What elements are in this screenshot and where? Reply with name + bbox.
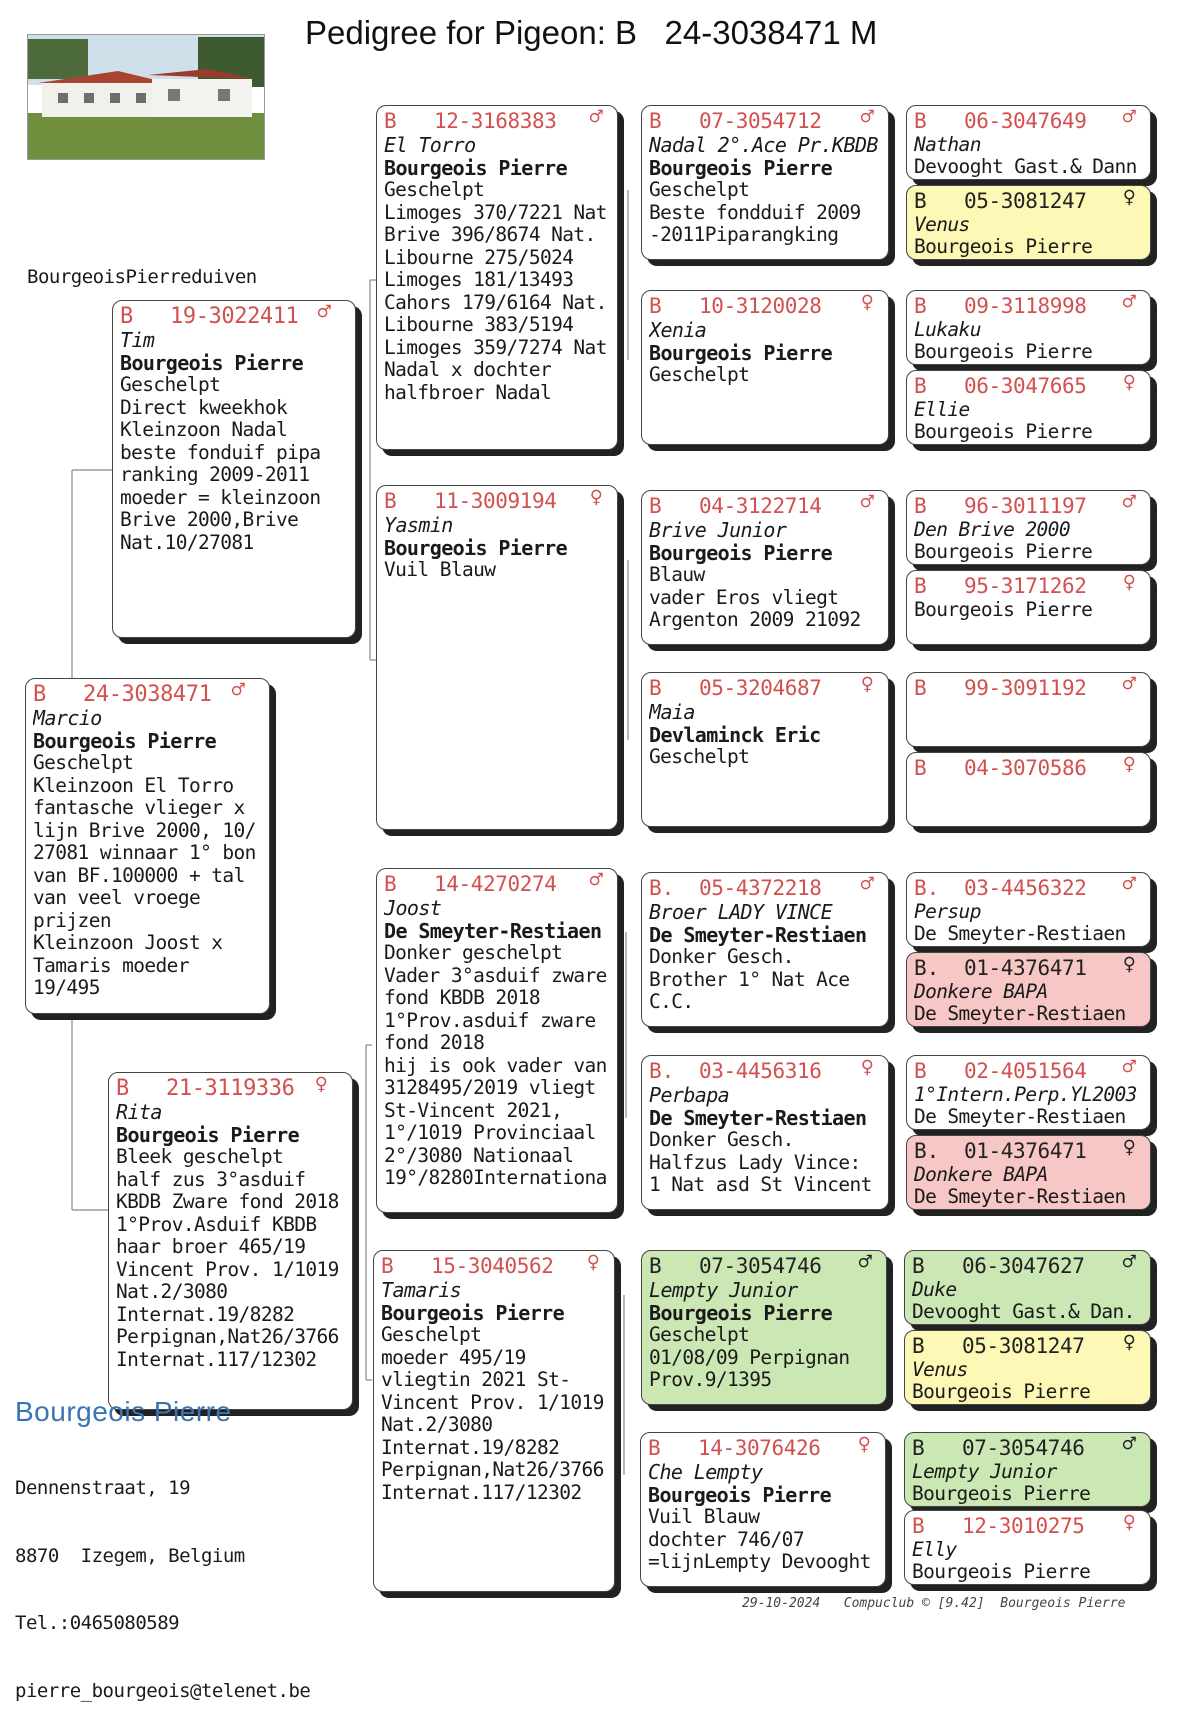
note-line: Argenton 2009 21092: [649, 609, 861, 631]
female-icon: ♀: [860, 290, 874, 315]
note-line: vliegtin 2021 St-: [381, 1369, 571, 1391]
pigeon-card-dds[interactable]: [641, 1250, 887, 1405]
country-code: B: [912, 1514, 925, 1538]
note-line: hij is ook vader van: [384, 1054, 607, 1077]
country-code: B: [912, 1254, 925, 1278]
male-icon: ♂: [1122, 1250, 1136, 1275]
pigeon-card-dam-dam[interactable]: [373, 1250, 615, 1592]
pigeon-card-ssss[interactable]: [906, 105, 1151, 180]
note-line: Geschelpt: [649, 364, 750, 386]
owner-name: Bourgeois Pierre: [649, 541, 833, 564]
male-icon: ♂: [1122, 1055, 1136, 1080]
country-code: B: [914, 494, 927, 518]
phone-line: Tel.:0465080589: [15, 1612, 180, 1634]
female-icon: ♀: [860, 672, 874, 697]
female-icon: ♀: [314, 1072, 328, 1097]
ring-number: 07-3054746: [699, 1254, 822, 1278]
note-line: 1°Prov.asduif zware: [384, 1009, 596, 1032]
pigeon-name: Rita: [116, 1101, 162, 1124]
note-line: Direct kweekhok: [120, 396, 288, 419]
owner-name: Bourgeois Pierre: [649, 1301, 833, 1324]
owner-name: Devlaminck Eric: [649, 723, 821, 746]
note-line: Perpignan,Nat26/3766: [116, 1326, 339, 1348]
note-line: Nat.2/3080: [381, 1414, 493, 1436]
breeder-address: [15, 1432, 310, 1725]
ring-number: 10-3120028: [699, 294, 822, 318]
country-code: B: [120, 304, 134, 329]
note-line: 1°Prov.Asduif KBDB: [116, 1213, 317, 1236]
pigeon-card-sdsd[interactable]: [906, 570, 1151, 645]
note-line: Geschelpt: [384, 179, 485, 201]
note-line: Geschelpt: [381, 1324, 482, 1346]
ring-number: 14-3076426: [698, 1436, 821, 1460]
pigeon-card-sdds[interactable]: [906, 672, 1151, 747]
ring-number: 03-4456316: [699, 1059, 822, 1083]
country-code: B.: [914, 876, 940, 900]
female-icon: ♀: [1122, 1135, 1136, 1160]
country-code: B: [384, 489, 397, 513]
pigeon-name: Marcio: [33, 707, 102, 730]
email-line[interactable]: pierre_bourgeois@telenet.be: [15, 1679, 311, 1702]
country-code: B.: [914, 956, 940, 980]
female-icon: ♀: [589, 485, 603, 510]
pigeon-card-sire-dam[interactable]: [376, 485, 618, 830]
country-code: B: [649, 109, 662, 133]
note-line: Limoges 181/13493: [384, 269, 574, 291]
note-line: fantasche vlieger x: [33, 797, 245, 819]
note-line: van veel vroege: [33, 887, 201, 909]
female-icon: ♀: [857, 1432, 871, 1457]
pigeon-name: Perbapa: [649, 1084, 730, 1107]
pigeon-name: Xenia: [649, 319, 707, 342]
ring-number: 11-3009194: [434, 489, 557, 513]
pigeon-name: Yasmin: [384, 514, 453, 537]
ring-number: 12-3010275: [962, 1514, 1085, 1538]
note-line: Prov.9/1395: [649, 1369, 772, 1391]
note-line: Geschelpt: [649, 1324, 750, 1346]
ring-number: 96-3011197: [964, 494, 1087, 518]
loft-photo: [27, 34, 265, 160]
note-line: Donker geschelpt: [384, 942, 563, 964]
breeder-name: Bourgeois Pierre: [15, 1396, 232, 1427]
note-line: Geschelpt: [649, 179, 750, 201]
male-icon: ♂: [317, 300, 331, 325]
note-line: vader Eros vliegt: [649, 586, 839, 609]
female-icon: ♀: [1122, 1330, 1136, 1355]
note-line: 27081 winnaar 1° bon: [33, 842, 256, 864]
pigeon-name: Venus: [914, 214, 970, 236]
country-code: B: [384, 872, 397, 896]
owner-name: De Smeyter-Restiaen: [384, 919, 602, 942]
country-code: B: [914, 294, 927, 318]
pigeon-name: Tamaris: [381, 1279, 462, 1302]
note-line: Internat.19/8282: [116, 1303, 295, 1326]
owner-name: Bourgeois Pierre: [914, 235, 1093, 257]
pigeon-name: Nathan: [914, 134, 981, 156]
owner-name: De Smeyter-Restiaen: [649, 923, 867, 946]
country-code: B: [649, 294, 662, 318]
ring-number: 99-3091192: [964, 676, 1087, 700]
owner-name: Bourgeois Pierre: [914, 599, 1093, 621]
note-line: 1 Nat asd St Vincent: [649, 1174, 872, 1196]
country-code: B: [914, 1059, 927, 1083]
country-code: B: [648, 1436, 661, 1460]
country-code: B: [384, 109, 397, 133]
pigeon-card-sds[interactable]: [641, 490, 889, 645]
owner-name: Bourgeois Pierre: [33, 729, 217, 752]
note-line: Brive 396/8674 Nat.: [384, 224, 596, 246]
ring-number: 05-3204687: [699, 676, 822, 700]
note-line: Vincent Prov. 1/1019: [381, 1391, 604, 1414]
country-code: B: [912, 1334, 925, 1358]
female-icon: ♀: [1122, 952, 1136, 977]
ring-number: 07-3054712: [699, 109, 822, 133]
note-line: Beste fondduif 2009: [649, 201, 861, 224]
note-line: Donker Gesch.: [649, 1129, 794, 1151]
pigeon-card-dddd[interactable]: [904, 1510, 1151, 1585]
note-line: Internat.117/12302: [116, 1348, 317, 1371]
note-line: Geschelpt: [120, 374, 221, 396]
note-line: Halfzus Lady Vince:: [649, 1151, 861, 1174]
note-line: Kleinzoon Joost x: [33, 932, 223, 954]
note-line: -2011Piparangking: [649, 224, 839, 246]
ring-number: 06-3047649: [964, 109, 1087, 133]
owner-name: Bourgeois Pierre: [912, 1560, 1091, 1582]
owner-name: Bourgeois Pierre: [649, 156, 833, 179]
note-line: Nat.10/27081: [120, 531, 254, 554]
country-code: B: [914, 676, 927, 700]
note-line: Internat.19/8282: [381, 1436, 560, 1459]
note-line: 01/08/09 Perpignan: [649, 1346, 850, 1369]
note-line: 2°/3080 Nationaal: [384, 1144, 574, 1167]
ring-number: 12-3168383: [434, 109, 557, 133]
country-code: B: [33, 682, 47, 707]
pigeon-card-ssds[interactable]: [906, 290, 1151, 365]
owner-name: Bourgeois Pierre: [914, 420, 1093, 442]
pigeon-card-ddds[interactable]: [904, 1432, 1151, 1507]
ring-number: 07-3054746: [962, 1436, 1085, 1460]
pigeon-name: Broer LADY VINCE: [649, 901, 833, 924]
note-line: Tamaris moeder: [33, 954, 189, 977]
ring-number: 15-3040562: [431, 1254, 554, 1278]
pigeon-card-dam-sire[interactable]: [376, 868, 618, 1213]
male-icon: ♂: [1122, 290, 1136, 315]
male-icon: ♂: [1122, 872, 1136, 897]
pigeon-card-dam[interactable]: [108, 1072, 353, 1410]
owner-name: Bourgeois Pierre: [914, 540, 1093, 562]
note-line: Geschelpt: [33, 752, 134, 774]
pigeon-card-dsds[interactable]: [906, 1055, 1151, 1130]
note-line: Brive 2000,Brive: [120, 509, 299, 531]
owner-name: De Smeyter-Restiaen: [914, 922, 1126, 944]
pigeon-name: Elly: [912, 1539, 957, 1561]
male-icon: ♂: [231, 678, 245, 703]
loft-name: BourgeoisPierreduiven: [27, 266, 257, 288]
owner-name: Bourgeois Pierre: [912, 1380, 1091, 1402]
male-icon: ♂: [858, 1250, 872, 1275]
note-line: Bleek geschelpt: [116, 1146, 284, 1168]
owner-name: De Smeyter-Restiaen: [914, 1105, 1126, 1127]
note-line: prijzen: [33, 909, 111, 932]
note-line: beste fonduif pipa: [120, 441, 321, 464]
pigeon-card-ssdd[interactable]: [906, 370, 1151, 445]
note-line: Brother 1° Nat Ace: [649, 968, 850, 991]
ring-number: 04-3070586: [964, 756, 1087, 780]
note-line: KBDB Zware fond 2018: [116, 1191, 339, 1213]
ring-number: 03-4456322: [964, 876, 1087, 900]
note-line: 19/495: [33, 977, 100, 999]
note-line: haar broer 465/19: [116, 1236, 306, 1258]
page-title: Pedigree for Pigeon: B 24-3038471 M: [305, 14, 878, 51]
country-code: B: [914, 374, 927, 398]
note-line: Perpignan,Nat26/3766: [381, 1459, 604, 1481]
pigeon-card-ddsd[interactable]: [904, 1330, 1151, 1405]
male-icon: ♂: [1122, 105, 1136, 130]
note-line: fond 2018: [384, 1032, 485, 1054]
pigeon-card-ssd[interactable]: [641, 290, 889, 445]
ring-number: 04-3122714: [699, 494, 822, 518]
pigeon-name: Donkere BAPA: [914, 981, 1048, 1003]
note-line: Nat.2/3080: [116, 1281, 228, 1303]
pigeon-name: Den Brive 2000: [914, 519, 1070, 541]
owner-name: Bourgeois Pierre: [912, 1482, 1091, 1504]
female-icon: ♀: [1122, 752, 1136, 777]
country-code: B: [914, 574, 927, 598]
ring-number: 05-4372218: [699, 876, 822, 900]
ring-number: 95-3171262: [964, 574, 1087, 598]
note-line: Nadal x dochter: [384, 359, 552, 381]
country-code: B: [912, 1436, 925, 1460]
note-line: Donker Gesch.: [649, 946, 794, 968]
owner-name: Devooght Gast.& Dan.: [912, 1300, 1135, 1322]
note-line: Blauw: [649, 564, 705, 586]
note-line: dochter 746/07: [648, 1528, 804, 1551]
owner-name: De Smeyter-Restiaen: [914, 1002, 1126, 1024]
country-code: B: [914, 756, 927, 780]
note-line: fond KBDB 2018: [384, 987, 540, 1009]
pigeon-name: Lukaku: [914, 319, 981, 341]
female-icon: ♀: [860, 1055, 874, 1080]
country-code: B: [649, 1254, 662, 1278]
pigeon-name: Persup: [914, 901, 981, 923]
pigeon-name: Donkere BAPA: [914, 1164, 1048, 1186]
pigeon-name: Joost: [384, 897, 442, 920]
note-line: Libourne 383/5194: [384, 314, 574, 336]
female-icon: ♀: [1122, 570, 1136, 595]
pigeon-card-ddd[interactable]: [640, 1432, 886, 1587]
country-code: B.: [914, 1139, 940, 1163]
note-line: 1°/1019 Provinciaal: [384, 1122, 596, 1144]
pigeon-name: El Torro: [384, 134, 476, 157]
note-line: Limoges 359/7274 Nat: [384, 336, 607, 359]
note-line: moeder = kleinzoon: [120, 486, 321, 509]
owner-name: De Smeyter-Restiaen: [649, 1106, 867, 1129]
pigeon-card-dsd[interactable]: [641, 1055, 889, 1210]
pigeon-name: Venus: [912, 1359, 968, 1381]
pigeon-card-sss[interactable]: [641, 105, 889, 260]
pigeon-name: Maia: [649, 701, 695, 724]
male-icon: ♂: [860, 872, 874, 897]
pigeon-name: Brive Junior: [649, 519, 787, 542]
country-code: B: [649, 494, 662, 518]
owner-name: Bourgeois Pierre: [381, 1301, 565, 1324]
pigeon-card-ddss[interactable]: [904, 1250, 1151, 1325]
ring-number: 09-3118998: [964, 294, 1087, 318]
pigeon-name: Che Lempty: [648, 1461, 763, 1484]
female-icon: ♀: [586, 1250, 600, 1275]
note-line: halfbroer Nadal: [384, 381, 552, 404]
owner-name: Devooght Gast.& Dann: [914, 155, 1137, 177]
note-line: Vuil Blauw: [384, 559, 496, 581]
pigeon-name: Ellie: [914, 399, 970, 421]
note-line: van BF.100000 + tal: [33, 864, 245, 887]
note-line: Kleinzoon El Torro: [33, 774, 234, 797]
female-icon: ♀: [1122, 370, 1136, 395]
ring-number: 06-3047665: [964, 374, 1087, 398]
note-line: 19°/8280Internationa: [384, 1167, 607, 1189]
owner-name: Bourgeois Pierre: [384, 536, 568, 559]
owner-name: Bourgeois Pierre: [648, 1483, 832, 1506]
owner-name: Bourgeois Pierre: [649, 341, 833, 364]
pigeon-card-subject[interactable]: [25, 678, 270, 1014]
pigeon-card-sire-sire[interactable]: [376, 105, 618, 450]
owner-name: Bourgeois Pierre: [914, 340, 1093, 362]
note-line: Limoges 370/7221 Nat: [384, 201, 607, 224]
address-line: 8870 Izegem, Belgium: [15, 1544, 245, 1567]
note-line: half zus 3°asduif: [116, 1168, 306, 1191]
pigeon-card-dsss[interactable]: [906, 872, 1151, 947]
pigeon-card-dsdd[interactable]: [906, 1135, 1151, 1210]
note-line: moeder 495/19: [381, 1346, 526, 1369]
pigeon-card-sddd[interactable]: [906, 752, 1151, 827]
pigeon-card-sdd[interactable]: [641, 672, 889, 827]
female-icon: ♀: [1122, 1510, 1136, 1535]
pigeon-name: 1°Intern.Perp.YL2003: [914, 1084, 1137, 1106]
note-line: Libourne 275/5024: [384, 246, 574, 269]
note-line: lijn Brive 2000, 10/: [33, 819, 256, 842]
country-code: B.: [649, 876, 675, 900]
country-code: B: [116, 1076, 130, 1101]
pigeon-card-dss[interactable]: [641, 872, 889, 1027]
country-code: B: [914, 189, 927, 213]
note-line: Geschelpt: [649, 746, 750, 768]
note-line: C.C.: [649, 991, 694, 1013]
note-line: St-Vincent 2021,: [384, 1099, 563, 1122]
note-line: Vincent Prov. 1/1019: [116, 1258, 339, 1281]
note-line: Vuil Blauw: [648, 1506, 760, 1528]
note-line: Vader 3°asduif zware: [384, 964, 607, 987]
address-line: Dennenstraat, 19: [15, 1477, 191, 1499]
note-line: Kleinzoon Nadal: [120, 419, 288, 441]
pigeon-name: Nadal 2°.Ace Pr.KBDB: [649, 134, 878, 157]
male-icon: ♂: [1122, 1432, 1136, 1457]
ring-number: 06-3047627: [962, 1254, 1085, 1278]
ring-number: 01-4376471: [964, 1139, 1087, 1163]
note-line: Cahors 179/6164 Nat.: [384, 291, 607, 314]
pigeon-name: Duke: [912, 1279, 957, 1301]
male-icon: ♂: [1122, 672, 1136, 697]
note-line: =lijnLempty Devooght: [648, 1551, 871, 1573]
ring-number: 24-3038471: [83, 682, 212, 707]
owner-name: Bourgeois Pierre: [120, 351, 304, 374]
country-code: B: [649, 676, 662, 700]
ring-number: 19-3022411: [170, 304, 299, 329]
pigeon-card-sdss[interactable]: [906, 490, 1151, 565]
male-icon: ♂: [860, 490, 874, 515]
country-code: B.: [649, 1059, 675, 1083]
country-code: B: [914, 109, 927, 133]
ring-number: 14-4270274: [434, 872, 557, 896]
ring-number: 05-3081247: [962, 1334, 1085, 1358]
male-icon: ♂: [589, 105, 603, 130]
ring-number: 01-4376471: [964, 956, 1087, 980]
note-line: Internat.117/12302: [381, 1481, 582, 1504]
country-code: B: [381, 1254, 394, 1278]
pigeon-name: Tim: [120, 329, 155, 352]
pigeon-card-sssd[interactable]: [906, 185, 1151, 260]
print-footer: 29-10-2024 Compuclub © [9.42] Bourgeois Pierre: [742, 1596, 1126, 1611]
owner-name: De Smeyter-Restiaen: [914, 1185, 1126, 1207]
ring-number: 02-4051564: [964, 1059, 1087, 1083]
note-line: 3128495/2019 vliegt: [384, 1077, 596, 1099]
pigeon-name: Lempty Junior: [912, 1461, 1057, 1483]
male-icon: ♂: [589, 868, 603, 893]
owner-name: Bourgeois Pierre: [116, 1123, 300, 1146]
pigeon-name: Lempty Junior: [649, 1279, 798, 1302]
pigeon-card-sire[interactable]: [112, 300, 356, 638]
female-icon: ♀: [1122, 185, 1136, 210]
male-icon: ♂: [1122, 490, 1136, 515]
owner-name: Bourgeois Pierre: [384, 156, 568, 179]
note-line: ranking 2009-2011: [120, 464, 310, 486]
ring-number: 05-3081247: [964, 189, 1087, 213]
male-icon: ♂: [860, 105, 874, 130]
pigeon-card-dssd[interactable]: [906, 952, 1151, 1027]
ring-number: 21-3119336: [166, 1076, 295, 1101]
